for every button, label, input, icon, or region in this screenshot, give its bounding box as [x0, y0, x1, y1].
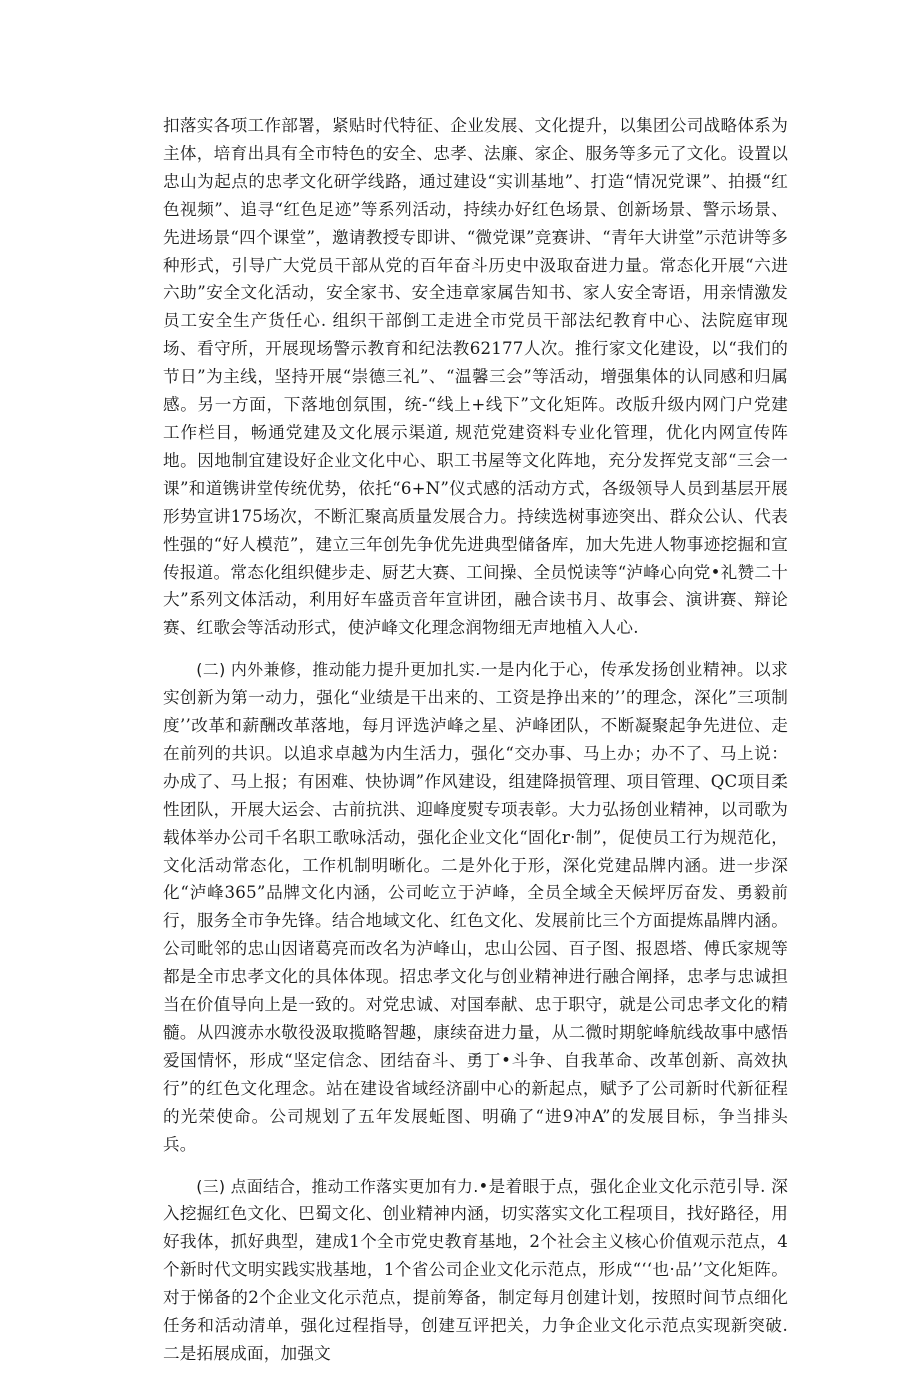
paragraph-3-heading: (三) 点面结合，推动工作落实更加有力.	[196, 1176, 479, 1196]
paragraph-2-text: 一是内化于心，传承发扬创业精神。以求实创新为第一动力，强化“业绩是干出来的、工资是挣出来的’’的理念，深化”三项制度’’改革和薪酬改革落地，每月评选泸峰之星、泸峰团队，不断凝聚起争先进位、走在前列的共识。以追求卓越为内生活力，强化“交办事、马上办；办不了、马上说：办成了、马上报；有困难、快协调”作风建设，组建降损管理、项目管理、QC项目柔性团队，开展大运会、古前抗洪、迎峰度熨专项表彰。大力弘扬创业精神，以司歌为载体举办公司千名职工歌咏活动，强化企业文化“固化r·制”，促使员工行为规范化，文化活动常态化，工作机制明晰化。二是外化于形，深化党建品牌内涵。进一步深化“泸峰365”品牌文化内涵，公司屹立于泸峰，全员全域全天候坪厉奋发、勇毅前行，服务全市争先锋。结合地域文化、红色文化、发展前比三个方面提炼晶牌内涵。公司毗邻的忠山因诸葛亮而改名为泸峰山，忠山公园、百子图、报恩塔、傅氏家规等都是全市忠孝文化的具体体现。招忠孝文化与创业精神进行融合阐择，忠孝与忠诚担当在价值导向上是一致的。对党忠诚、对国奉献、忠于职守，就是公司忠孝文化的精髓。从四渡赤水敬役汲取揽略智趣，康续奋进力量，从二微时期鸵峰航线故事中感悟爱国情怀，形成“坚定信念、团结奋斗、勇丁•斗争、自我革命、改革创新、高效执行”的红色文化理念。站在建设省域经济副中心的新起点，赋予了公司新时代新征程的光荣使命。公司规划了五年发展蚯图、明确了“进9冲A”的发展目标，争当排头兵。	[163, 660, 788, 1154]
paragraph-3-text: •是着眼于点，强化企业文化示范引导. 深入挖掘红色文化、巴蜀文化、创业精神内涵，切实落实文化工程项目，找好路径，用好我体，抓好典型，建成1个全市党史教育基地，2个社会主义核心价值观示范点，4个新时代文明实践实戕基地，1个省公司企业文化示范点，形成“‘‘也·品’’文化矩阵。对于悌备的2个企业文化示范点，提前筹备，制定每月创建计划，按照时间节点细化任务和活动清单，强化过程指导，创建互评把关，力争企业文化示范点实现新突破. 二是拓展成面，加强文	[163, 1176, 788, 1363]
paragraph-1	[163, 112, 788, 642]
paragraph-3	[163, 1173, 788, 1368]
document-body	[163, 112, 788, 1382]
paragraph-2-heading: (二) 内外兼修，推动能力提升更加扎实.	[196, 660, 481, 680]
paragraph-1-text: 扣落实各项工作部署，紧贴时代特征、企业发展、文化提升，以集团公司战略体系为主体，培育出具有全市特色的安全、忠孝、法廉、家企、服务等多元了文化。设置以忠山为起点的忠孝文化研学线路，通过建设“实训基地”、打造“情况党课”、拍摄“红色视频”、追寻“红色足迹”等系列活动，持续办好红色场景、创新场景、警示场景、先进场景“四个课堂”，邀请教授专即讲、“微党课”竞赛讲、“青年大讲堂”示范讲等多种形式，引导广大党员干部从党的百年奋斗历史中汲取奋进力量。常态化开展“六进六助”安全文化活动，安全家书、安全违章家属告知书、家人安全寄语，用亲情激发员工安全生产货任心. 组织干部倒工走进全市党员干部法纪教育中心、法院庭审现场、看守所，开展现场警示教育和纪法教62177人次。推行家文化建设，以“我们的节日”为主线，坚持开展“崇德三礼”、“温馨三会”等活动，增强集体的认同感和归属感。另一方面，下落地创氛围，统-“线上+线下”文化矩阵。改版升级内网门户党建工作栏目，畅通党建及文化展示渠道, 规范党建资料专业化管理，优化内网宣传阵地。因地制宜建设好企业文化中心、职工书屋等文化阵地，充分发挥党支部“三会一课”和道镌讲堂传统优势，依托“6+N”仪式感的活动方式，各级领导人员到基层开展形势宣讲175场次，不断汇聚高质量发展合力。持续选树事迹突出、群众公认、代表性强的“好人模范”，建立三年创先争优先进典型储备库，加大先进人物事迹挖掘和宣传报道。常态化组织健步走、厨艺大赛、工间操、全员悦读等“泸峰心向党•礼赞二十大”系列文体活动，利用好车盛贡音年宣讲团，融合读书月、故事会、演讲赛、辩论赛、红歌会等活动形式，使泸峰文化理念润物细无声地植入人心.	[163, 116, 788, 638]
paragraph-2	[163, 656, 788, 1158]
